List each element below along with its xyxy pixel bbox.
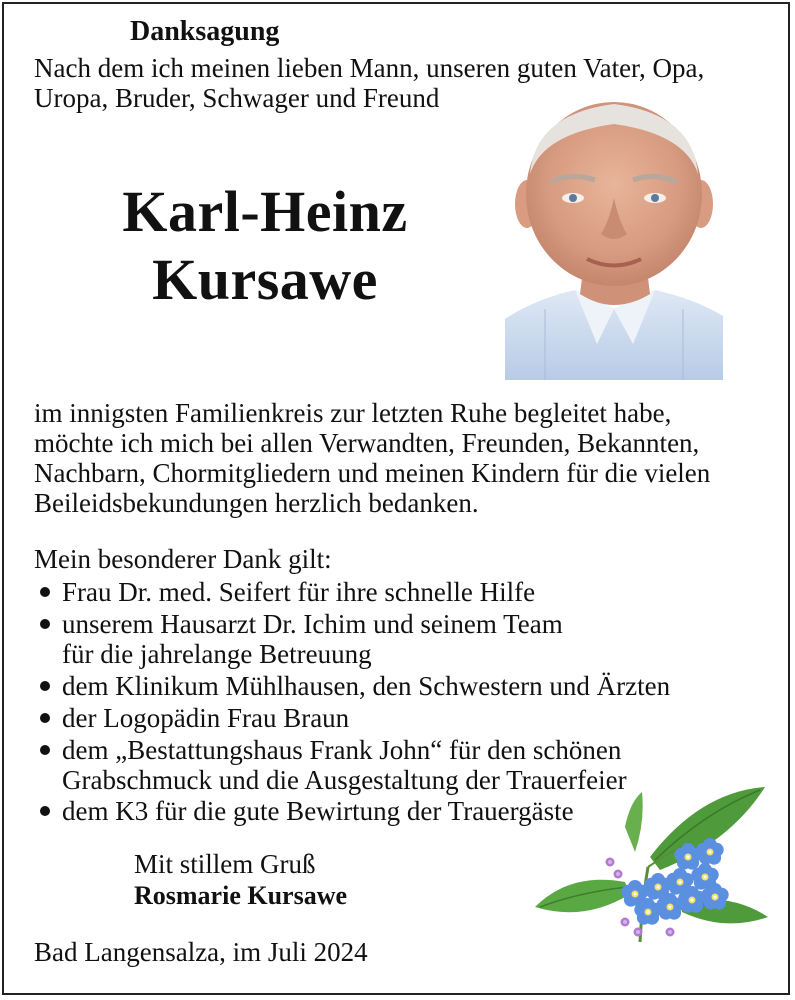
deceased-first-name: Karl-Heinz <box>122 179 408 244</box>
deceased-last-name: Kursawe <box>152 247 378 312</box>
body-line-2: möchte ich mich bei allen Verwandten, Freunden, Bekannten, <box>34 428 700 458</box>
thanks-item-4: der Logopädin Frau Braun <box>62 703 350 733</box>
bullet-icon <box>40 745 50 755</box>
thanks-item-2: unserem Hausarzt Dr. Ichim und seinem Team <box>62 609 563 639</box>
body-line-3: Nachbarn, Chormitgliedern und meinen Kindern für die vielen <box>34 458 711 488</box>
thanks-intro: Mein besonderer Dank gilt: <box>34 544 332 574</box>
thanks-item-3: dem Klinikum Mühlhausen, den Schwestern und Ärzten <box>62 671 671 701</box>
heading: Danksagung <box>130 16 280 47</box>
intro-line-1: Nach dem ich meinen lieben Mann, unseren guten Vater, Opa, <box>34 53 705 83</box>
thanks-item-6: dem K3 für die gute Bewirtung der Trauergäste <box>62 796 574 826</box>
bullet-icon <box>40 806 50 816</box>
body-line-1: im innigsten Familienkreis zur letzten Ruhe begleitet habe, <box>34 398 672 428</box>
bullet-icon <box>40 713 50 723</box>
body-line-4: Beileidsbekundungen herzlich bedanken. <box>34 488 479 518</box>
signature: Rosmarie Kursawe <box>134 881 348 910</box>
thanks-item-5: dem „Bestattungshaus Frank John“ für den schönen <box>62 735 622 765</box>
place-date: Bad Langensalza, im Juli 2024 <box>34 937 368 967</box>
thanks-item-1: Frau Dr. med. Seifert für ihre schnelle Hilfe <box>62 577 536 607</box>
thanks-item-2-cont: für die jahrelange Betreuung <box>62 639 372 669</box>
portrait-photo <box>505 94 723 380</box>
intro-line-2: Uropa, Bruder, Schwager und Freund <box>34 83 440 113</box>
bullet-icon <box>40 681 50 691</box>
forget-me-not-flower-icon <box>530 782 770 947</box>
thanks-item-5-cont: Grabschmuck und die Ausgestaltung der Trauerfeier <box>62 765 627 795</box>
bullet-icon <box>40 587 50 597</box>
closing-greeting: Mit stillem Gruß <box>134 849 316 879</box>
bullet-icon <box>40 619 50 629</box>
